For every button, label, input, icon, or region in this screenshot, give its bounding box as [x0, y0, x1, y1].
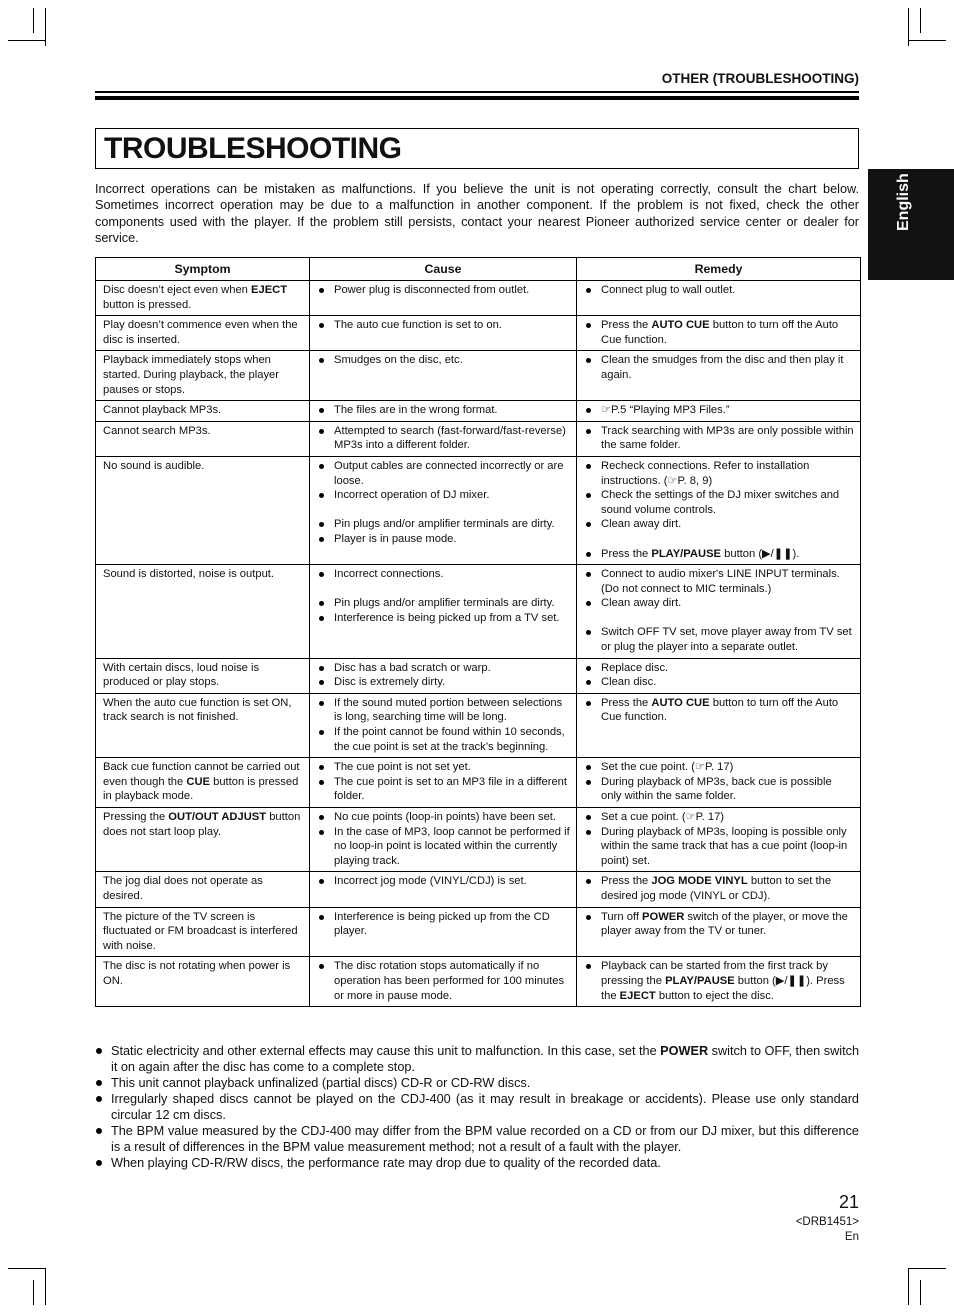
language-code: En	[844, 1231, 859, 1243]
cause-item: Pin plugs and/or amplifier terminals are dirty.	[317, 517, 570, 532]
remedy-item: Clean away dirt.	[584, 517, 854, 532]
cause-item: Disc is extremely dirty.	[317, 675, 570, 690]
cause-item: Attempted to search (fast-forward/fast-reverse) MP3s into a different folder.	[317, 424, 570, 453]
remedy-list	[584, 959, 854, 1003]
cause-item: Incorrect jog mode (VINYL/CDJ) is set.	[317, 874, 570, 889]
cause-item: If the sound muted portion between selections is long, searching time will be long.	[317, 696, 570, 725]
remedy-item: During playback of MP3s, looping is possible only within the same track that has a cue point (loop-in point) set.	[584, 825, 854, 869]
cause-cell	[310, 758, 577, 808]
remedy-cell	[577, 456, 861, 564]
remedy-list	[584, 424, 854, 453]
cause-list	[317, 459, 570, 547]
symptom-cell: Back cue function cannot be carried out even though the CUE button is pressed in playback mode.	[96, 758, 310, 808]
table-row	[96, 316, 861, 351]
remedy-list	[584, 661, 854, 690]
remedy-item: Set a cue point. (☞P. 17)	[584, 810, 854, 825]
page-number: 21	[838, 1192, 859, 1212]
table-row	[96, 565, 861, 659]
remedy-cell	[577, 808, 861, 872]
cause-list	[317, 661, 570, 690]
cause-item: Incorrect connections.	[317, 567, 570, 582]
section-heading: OTHER (TROUBLESHOOTING)	[661, 71, 859, 86]
cause-item: Interference is being picked up from the CD player.	[317, 910, 570, 939]
cause-item: The files are in the wrong format.	[317, 403, 570, 418]
remedy-item: Press the AUTO CUE button to turn off the Auto Cue function.	[584, 318, 854, 347]
cause-cell	[310, 456, 577, 564]
cause-item: The auto cue function is set to on.	[317, 318, 570, 333]
symptom-cell: Cannot search MP3s.	[96, 421, 310, 456]
table-row	[96, 401, 861, 422]
cause-list	[317, 403, 570, 418]
remedy-cell	[577, 565, 861, 659]
crop-mark	[45, 1268, 46, 1305]
cause-cell	[310, 316, 577, 351]
table-row	[96, 758, 861, 808]
model-code	[796, 1215, 859, 1245]
crop-mark	[33, 1280, 34, 1305]
remedy-item: Recheck connections. Refer to installation instructions. (☞P. 8, 9)	[584, 459, 854, 488]
table-row	[96, 872, 861, 907]
cause-item: Smudges on the disc, etc.	[317, 353, 570, 368]
symptom-cell: Playback immediately stops when started. During playback, the player pauses or stops.	[96, 351, 310, 401]
remedy-item: Check the settings of the DJ mixer switches and sound volume controls.	[584, 488, 854, 517]
cause-item: In the case of MP3, loop cannot be performed if no loop-in point is located within the currently playing track.	[317, 825, 570, 869]
remedy-item: Press the JOG MODE VINYL button to set the desired jog mode (VINYL or CDJ).	[584, 874, 854, 903]
crop-mark	[908, 8, 909, 46]
table-row	[96, 693, 861, 757]
table-header-row	[96, 258, 861, 281]
cause-list	[317, 760, 570, 804]
cause-item: The cue point is set to an MP3 file in a different folder.	[317, 775, 570, 804]
crop-mark	[908, 1268, 946, 1269]
remedy-item: During playback of MP3s, back cue is possible only within the same folder.	[584, 775, 854, 804]
crop-mark	[8, 1268, 46, 1269]
cause-item: The disc rotation stops automatically if no operation has been performed for 100 minutes or more in pause mode.	[317, 959, 570, 1003]
remedy-cell	[577, 957, 861, 1007]
cause-item: The cue point is not set yet.	[317, 760, 570, 775]
remedy-item: Turn off POWER switch of the player, or move the player away from the TV or tuner.	[584, 910, 854, 939]
language-tab-label: English	[895, 173, 912, 231]
remedy-list	[584, 318, 854, 347]
crop-mark	[45, 8, 46, 46]
table-row	[96, 907, 861, 957]
symptom-cell: The jog dial does not operate as desired.	[96, 872, 310, 907]
cause-cell	[310, 351, 577, 401]
remedy-item: Clean away dirt.	[584, 596, 854, 611]
note-item: When playing CD-R/RW discs, the performance rate may drop due to quality of the recorded data.	[95, 1155, 859, 1171]
remedy-item: Clean the smudges from the disc and then play it again.	[584, 353, 854, 382]
symptom-cell: The disc is not rotating when power is ON.	[96, 957, 310, 1007]
remedy-item: Press the PLAY/PAUSE button (▶/❚❚).	[584, 547, 854, 562]
symptom-cell: Cannot playback MP3s.	[96, 401, 310, 422]
note-item: Static electricity and other external effects may cause this unit to malfunction. In this case, set the POWER switch to OFF, then switch it on again after the disc has come to a complete stop.	[95, 1043, 859, 1075]
table-row	[96, 281, 861, 316]
remedy-item: Clean disc.	[584, 675, 854, 690]
troubleshooting-table	[95, 257, 861, 1007]
cause-list	[317, 318, 570, 333]
remedy-item: Playback can be started from the first track by pressing the PLAY/PAUSE button (▶/❚❚). Press the EJECT button to eject the disc.	[584, 959, 854, 1003]
cause-cell	[310, 565, 577, 659]
notes-list	[95, 1043, 859, 1171]
remedy-list	[584, 459, 854, 561]
note-item: This unit cannot playback unfinalized (partial discs) CD-R or CD-RW discs.	[95, 1075, 859, 1091]
symptom-cell: When the auto cue function is set ON, track search is not finished.	[96, 693, 310, 757]
cause-item: Output cables are connected incorrectly or are loose.	[317, 459, 570, 488]
cause-header: Cause	[310, 258, 577, 281]
header-rule	[95, 91, 859, 93]
cause-item: Interference is being picked up from a TV set.	[317, 611, 570, 626]
symptom-cell: Sound is distorted, noise is output.	[96, 565, 310, 659]
cause-item: Disc has a bad scratch or warp.	[317, 661, 570, 676]
remedy-cell	[577, 281, 861, 316]
crop-mark	[908, 40, 946, 41]
remedy-cell	[577, 658, 861, 693]
symptom-cell: Disc doesn’t eject even when EJECT button is pressed.	[96, 281, 310, 316]
cause-list	[317, 959, 570, 1003]
remedy-cell	[577, 421, 861, 456]
table-body	[96, 281, 861, 1007]
remedy-list	[584, 403, 854, 418]
intro-paragraph: Incorrect operations can be mistaken as malfunctions. If you believe the unit is not operating correctly, consult the chart below. Sometimes incorrect operation may be due to a malfunction in another component. If the problem is not fixed, check the other components used with the player. If the problem still persists, contact your nearest Pioneer authorized service center or dealer for service.	[95, 182, 859, 246]
cause-cell	[310, 957, 577, 1007]
cause-item: No cue points (loop-in points) have been set.	[317, 810, 570, 825]
crop-mark	[33, 8, 34, 33]
cause-item: Incorrect operation of DJ mixer.	[317, 488, 570, 503]
cause-item: If the point cannot be found within 10 seconds, the cue point is set at the track’s beginning.	[317, 725, 570, 754]
symptom-cell: Play doesn’t commence even when the disc is inserted.	[96, 316, 310, 351]
crop-mark	[920, 1280, 921, 1305]
cause-cell	[310, 401, 577, 422]
cause-cell	[310, 421, 577, 456]
remedy-list	[584, 910, 854, 939]
table-row	[96, 658, 861, 693]
remedy-list	[584, 874, 854, 903]
language-tab	[868, 169, 954, 280]
symptom-cell: Pressing the OUT/OUT ADJUST button does not start loop play.	[96, 808, 310, 872]
cause-item: Power plug is disconnected from outlet.	[317, 283, 570, 298]
remedy-cell	[577, 758, 861, 808]
page-title: TROUBLESHOOTING	[104, 132, 402, 165]
cause-list	[317, 424, 570, 453]
table-row	[96, 456, 861, 564]
remedy-list	[584, 696, 854, 725]
crop-mark	[908, 1268, 909, 1305]
remedy-item: Connect to audio mixer's LINE INPUT terminals. (Do not connect to MIC terminals.)	[584, 567, 854, 596]
note-item: The BPM value measured by the CDJ-400 may differ from the BPM value recorded on a CD or from our DJ mixer, but this difference is a result of differences in the BPM value measurement method; not a result of a fault with the player.	[95, 1123, 859, 1155]
remedy-item: Replace disc.	[584, 661, 854, 676]
cause-cell	[310, 693, 577, 757]
symptom-header: Symptom	[96, 258, 310, 281]
remedy-list	[584, 353, 854, 382]
table-row	[96, 421, 861, 456]
header-rule-thick	[95, 96, 859, 100]
cause-cell	[310, 907, 577, 957]
symptom-cell: No sound is audible.	[96, 456, 310, 564]
table-row	[96, 808, 861, 872]
cause-item: Pin plugs and/or amplifier terminals are dirty.	[317, 596, 570, 611]
crop-mark	[920, 8, 921, 33]
remedy-item: Press the AUTO CUE button to turn off the Auto Cue function.	[584, 696, 854, 725]
model-number: <DRB1451>	[795, 1216, 859, 1228]
remedy-header: Remedy	[577, 258, 861, 281]
remedy-cell	[577, 693, 861, 757]
symptom-cell: The picture of the TV screen is fluctuated or FM broadcast is interfered with noise.	[96, 907, 310, 957]
cause-cell	[310, 872, 577, 907]
cause-list	[317, 353, 570, 368]
table-row	[96, 957, 861, 1007]
cause-cell	[310, 808, 577, 872]
cause-list	[317, 874, 570, 889]
cause-list	[317, 810, 570, 868]
remedy-list	[584, 760, 854, 804]
remedy-item: Connect plug to wall outlet.	[584, 283, 854, 298]
cause-list	[317, 696, 570, 754]
table-row	[96, 351, 861, 401]
page-title-box	[95, 128, 859, 169]
remedy-cell	[577, 316, 861, 351]
cause-list	[317, 567, 570, 625]
remedy-list	[584, 810, 854, 868]
cause-cell	[310, 658, 577, 693]
cause-list	[317, 910, 570, 939]
remedy-cell	[577, 907, 861, 957]
remedy-cell	[577, 872, 861, 907]
remedy-item: Track searching with MP3s are only possible within the same folder.	[584, 424, 854, 453]
crop-mark	[8, 40, 46, 41]
cause-list	[317, 283, 570, 298]
remedy-item: Switch OFF TV set, move player away from TV set or plug the player into a separate outlet.	[584, 625, 854, 654]
remedy-item: Set the cue point. (☞P. 17)	[584, 760, 854, 775]
note-item: Irregularly shaped discs cannot be played on the CDJ-400 (as it may result in breakage or accidents). Please use only standard circular 12 cm discs.	[95, 1091, 859, 1123]
symptom-cell: With certain discs, loud noise is produced or play stops.	[96, 658, 310, 693]
remedy-cell	[577, 401, 861, 422]
remedy-list	[584, 567, 854, 655]
cause-cell	[310, 281, 577, 316]
remedy-cell	[577, 351, 861, 401]
remedy-list	[584, 283, 854, 298]
remedy-item: ☞P.5 “Playing MP3 Files.”	[584, 403, 854, 418]
cause-item: Player is in pause mode.	[317, 532, 570, 547]
